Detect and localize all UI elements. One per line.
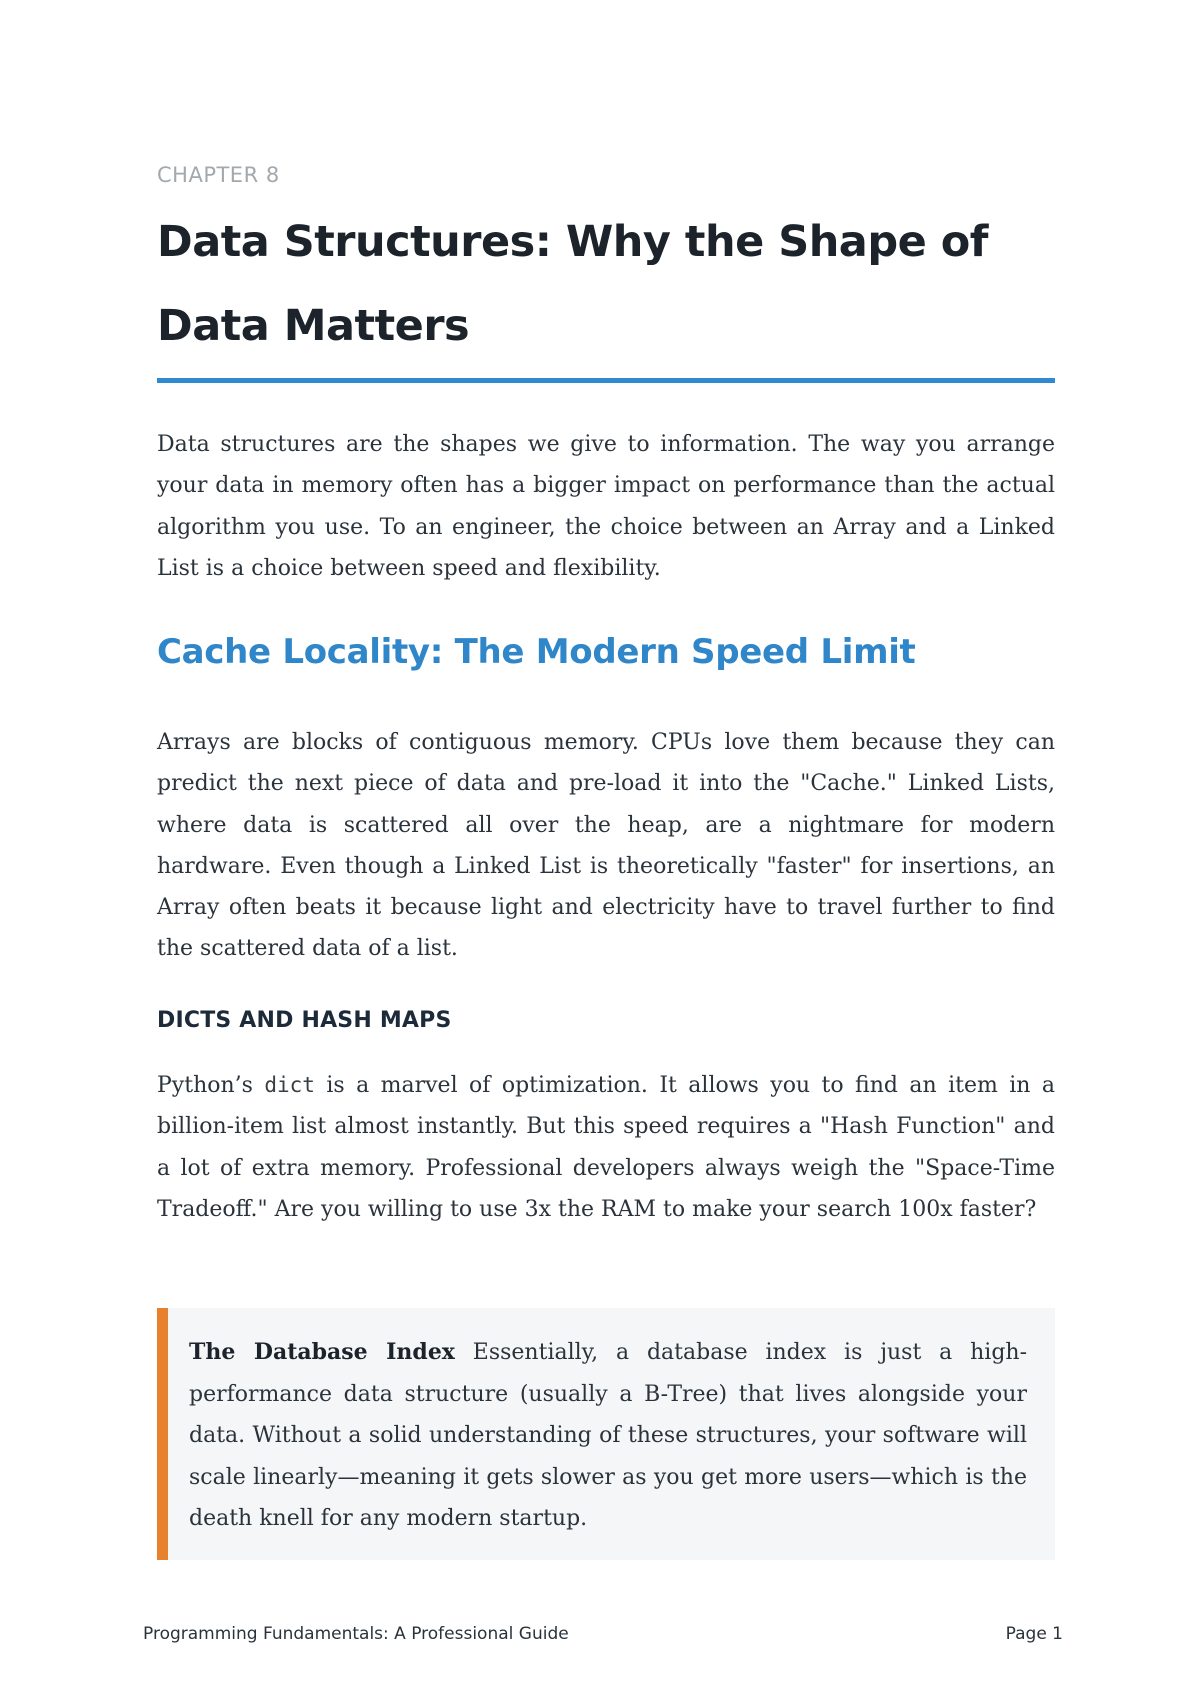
callout-text [189,1332,1027,1540]
page-title: Data Structures: Why the Shape of Data Matters [157,217,988,351]
footer-book-title: Programming Fundamentals: A Professional Guide [143,1624,569,1644]
dicts-paragraph [157,1065,1055,1230]
callout-box [157,1308,1055,1560]
callout-body: Essentially, a database index is just a high-performance data structure (usually a B-Tree) that lives alongside your data. Without a solid understanding of these structures, your software will scale linearly—meaning it gets slower as you get more users—which is the death knell for any modern startup. [189,1340,1028,1531]
subheading-dicts-hash-maps: DICTS AND HASH MAPS [157,1008,452,1033]
dicts-text-start: Python’s [157,1073,265,1098]
dicts-text-end: is a marvel of optimization. It allows you to find an item in a billion-item list almost instantly. But this speed requires a "Hash Function" and a lot of extra memory. Professional developers always weigh the "Space-Time Tradeoff." Are you willing to use 3x the RAM to make your search 100x faster? [157,1073,1055,1222]
intro-paragraph: Data structures are the shapes we give to information. The way you arrange your data in memory often has a bigger impact on performance than the actual algorithm you use. To an engineer, the choice between an Array and a Linked List is a choice between speed and flexibility. [157,432,1055,581]
section-heading-cache-locality: Cache Locality: The Modern Speed Limit [157,632,916,672]
inline-code-dict: dict [264,1073,315,1097]
callout-accent-bar [157,1308,168,1560]
cache-locality-paragraph: Arrays are blocks of contiguous memory. CPUs love them because they can predict the next piece of data and pre-load it into the "Cache." Linked Lists, where data is scattered all over the heap, are a nightmare for modern hardware. Even though a Linked List is theoretically "faster" for insertions, an Array often beats it because light and electricity have to travel further to find the scattered data of a list. [157,730,1055,962]
chapter-label: CHAPTER 8 [157,163,280,187]
title-divider [157,378,1055,383]
footer-page-number: Page 1 [1005,1624,1063,1644]
callout-title: The Database Index [189,1339,455,1365]
